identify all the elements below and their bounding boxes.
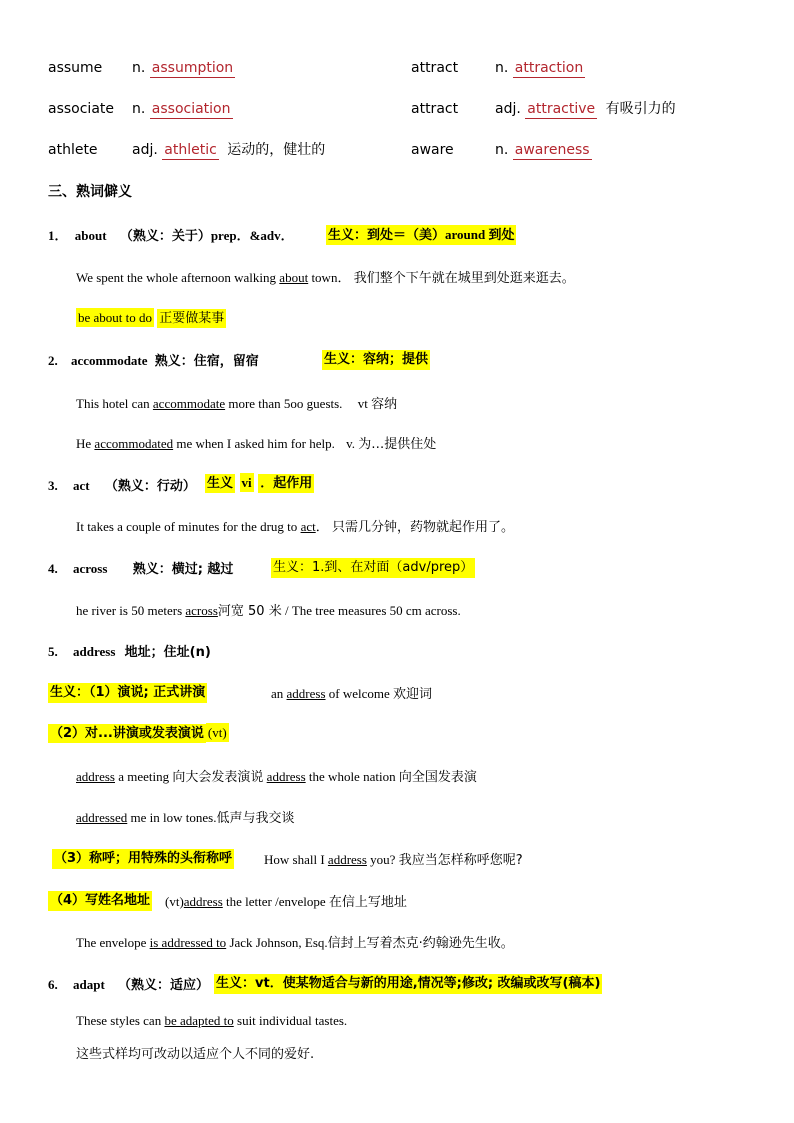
vocab-form: assumption: [151, 60, 234, 76]
section-title: 三、熟词僻义: [48, 184, 132, 200]
example-text: We spent the whole afternoon walking: [76, 270, 280, 285]
phrase-translation: 正要做某事: [159, 311, 225, 326]
entry-address-rare-1: 生义：（1）演说; 正式讲演: [48, 683, 207, 703]
entry-familiar-meaning: 熟义：住宿，留宿: [154, 354, 259, 369]
example-text: you?: [366, 852, 396, 867]
vocab-word: athlete: [48, 142, 98, 158]
example-translation: 只需几分钟，药物就起作用了。: [331, 520, 514, 535]
entry-word: across: [73, 561, 108, 576]
entry-word: address: [73, 644, 116, 659]
vocab-form: attractive: [527, 101, 596, 117]
example-text: He: [76, 436, 95, 451]
entry-across-heading: [48, 561, 233, 578]
entry-about-example-2: [76, 310, 226, 327]
example-keyword: address: [266, 769, 306, 784]
entry-accommodate-heading: [48, 353, 259, 370]
entry-number: 6.: [48, 977, 58, 992]
vocab-pos: n.: [495, 60, 509, 76]
entry-number: 4.: [48, 561, 58, 576]
example-text: The envelope: [76, 935, 150, 950]
vocab-row-2-right: [411, 101, 458, 118]
entry-address-rare-4-example: [165, 894, 407, 911]
vocab-word: aware: [411, 142, 454, 158]
example-text: he river is 50 meters: [76, 603, 186, 618]
vocab-pos: n.: [132, 60, 146, 76]
example-keyword: be adapted to: [164, 1013, 234, 1028]
rare-label: 生义: [207, 476, 234, 491]
example-keyword: address: [76, 769, 115, 784]
vocab-derivative-2-right: [495, 101, 676, 118]
example-keyword: is addressed to: [149, 935, 227, 950]
entry-address-rare-2-example-1: [76, 769, 477, 786]
entry-address-example-4: [76, 935, 514, 952]
example-text: the whole nation: [305, 769, 396, 784]
entry-across-rare-meaning: 生义：1.到、在对面（adv/prep）: [271, 558, 475, 578]
vocab-form: athletic: [164, 142, 217, 158]
entry-familiar-meaning: （熟义：关于）prep．&adv．: [119, 228, 294, 243]
entry-word: act: [73, 478, 90, 493]
example-keyword: addressed: [76, 810, 128, 825]
entry-address-rare-2: [48, 725, 229, 742]
vocab-form: association: [151, 101, 231, 117]
vocab-derivative-1-left: [132, 60, 235, 77]
entry-word: accommodate: [71, 353, 148, 368]
entry-address-rare-1-example: [271, 686, 432, 703]
entry-accommodate-rare-meaning: 生义：容纳；提供: [322, 350, 430, 370]
example-text: an: [271, 686, 287, 701]
vocab-pos: n.: [132, 101, 146, 117]
example-translation: 我们整个下午就在城里到处逛来逛去。: [353, 271, 575, 286]
entry-number: 1．: [48, 228, 68, 243]
example-keyword: across: [185, 603, 218, 618]
example-text: (vt): [165, 894, 184, 909]
rare-pos: (vt): [207, 725, 227, 740]
vocab-derivative-3-left: [132, 142, 325, 159]
example-text: How shall I: [264, 852, 328, 867]
entry-adapt-rare-meaning: 生义：vt．使某物适合与新的用途,情况等;修改; 改编或改写(稿本): [214, 974, 602, 994]
entry-address-rare-4: （4）写姓名地址: [48, 891, 152, 911]
example-translation: 向全国发表演: [398, 770, 477, 785]
entry-adapt-translation: 这些式样均可改动以适应个人不同的爱好.: [76, 1047, 315, 1062]
example-text: town．: [308, 270, 351, 285]
entry-word: about: [74, 228, 107, 243]
vocab-form: attraction: [514, 60, 584, 76]
example-translation: 信封上写着杰克·约翰逊先生收。: [327, 936, 514, 951]
vocab-derivative-3-right: [495, 142, 592, 159]
example-text: This hotel can: [76, 396, 153, 411]
example-text: Jack Johnson, Esq.: [226, 935, 328, 950]
entry-word: adapt: [73, 977, 105, 992]
example-text: a meeting: [115, 769, 170, 784]
phrase-highlight: be about to do: [78, 310, 153, 325]
example-text: These styles can: [76, 1013, 165, 1028]
entry-address-rare-3: （3）称呼；用特殊的头衔称呼: [52, 849, 234, 869]
vocab-row-3-left: [48, 142, 98, 159]
rare-meaning: （2）对...讲演或发表演说: [50, 726, 204, 741]
example-text: It takes a couple of minutes for the drug to: [76, 519, 301, 534]
entry-act-rare-meaning: [205, 475, 314, 492]
vocab-word: attract: [411, 101, 459, 117]
entry-familiar-meaning: （熟义：行动）: [104, 479, 196, 494]
example-translation: 为…提供住处: [358, 437, 437, 452]
vocab-row-2-left: [48, 101, 114, 118]
vocab-derivative-1-right: [495, 60, 585, 77]
entry-familiar-meaning: （熟义：适应）: [118, 978, 210, 993]
example-pos: vt: [357, 396, 368, 411]
vocab-form: awareness: [514, 142, 590, 158]
example-keyword: address: [286, 686, 326, 701]
rare-meaning: ．起作用: [260, 476, 313, 491]
example-text: more than 5oo guests.: [225, 396, 343, 411]
entry-address-rare-2-example-2: [76, 810, 294, 827]
vocab-row-1-right: [411, 60, 458, 77]
entry-familiar-meaning: 地址；住址(n): [124, 645, 211, 660]
vocab-cn: 有吸引力的: [605, 101, 676, 117]
vocab-derivative-2-left: [132, 101, 233, 118]
vocab-cn: 运动的，健壮的: [227, 142, 326, 158]
entry-accommodate-example-2: [76, 436, 436, 453]
entry-address-rare-3-example: [264, 852, 523, 869]
example-translation: 向大会发表演说: [172, 770, 264, 785]
example-translation: 容纳: [371, 397, 398, 412]
entry-about-example-1: [76, 270, 575, 287]
example-text: of welcome: [325, 686, 390, 701]
entry-act-heading: [48, 478, 196, 495]
vocab-pos: n.: [495, 142, 509, 158]
entry-act-example-1: [76, 519, 514, 536]
vocab-row-3-right: [411, 142, 454, 159]
vocab-word: associate: [48, 101, 115, 117]
vocab-word: attract: [411, 60, 459, 76]
entry-familiar-meaning: 熟义：横过; 越过: [132, 562, 234, 577]
example-translation: 低声与我交谈: [216, 811, 295, 826]
entry-about-heading: [48, 228, 294, 244]
example-translation: 我应当怎样称呼您呢?: [398, 853, 523, 868]
example-text: suit individual tastes.: [233, 1013, 348, 1028]
example-keyword: address: [327, 852, 367, 867]
example-keyword: about: [279, 270, 309, 285]
example-keyword: accommodated: [94, 436, 174, 451]
example-translation: 欢迎词: [393, 687, 433, 702]
entry-number: 3.: [48, 478, 58, 493]
example-text: me in low tones.: [127, 810, 217, 825]
example-text: / The tree measures 50 cm across.: [281, 603, 461, 618]
example-translation: 在信上写地址: [328, 895, 407, 910]
example-pos: v.: [346, 436, 355, 451]
vocab-pos: adj.: [495, 101, 521, 117]
entry-accommodate-example-1: [76, 396, 397, 413]
rare-pos: vi: [241, 475, 252, 490]
example-translation: 河宽 50 米: [217, 604, 282, 619]
entry-number: 2.: [48, 353, 58, 368]
entry-number: 5.: [48, 644, 58, 659]
vocab-row-1-left: [48, 60, 102, 77]
entry-address-heading: [48, 644, 211, 661]
entry-about-rare-meaning: 生义：到处＝（美）around 到处: [326, 225, 516, 245]
example-keyword: accommodate: [152, 396, 226, 411]
example-text: ．: [315, 519, 329, 534]
vocab-word: assume: [48, 60, 103, 76]
entry-adapt-heading: [48, 977, 209, 994]
entry-across-example-1: [76, 603, 461, 620]
vocab-pos: adj.: [132, 142, 158, 158]
example-keyword: address: [183, 894, 223, 909]
entry-adapt-example-1: [76, 1013, 347, 1029]
example-text: the letter /envelope: [222, 894, 326, 909]
example-keyword: act: [300, 519, 316, 534]
example-text: me when I asked him for help.: [173, 436, 335, 451]
